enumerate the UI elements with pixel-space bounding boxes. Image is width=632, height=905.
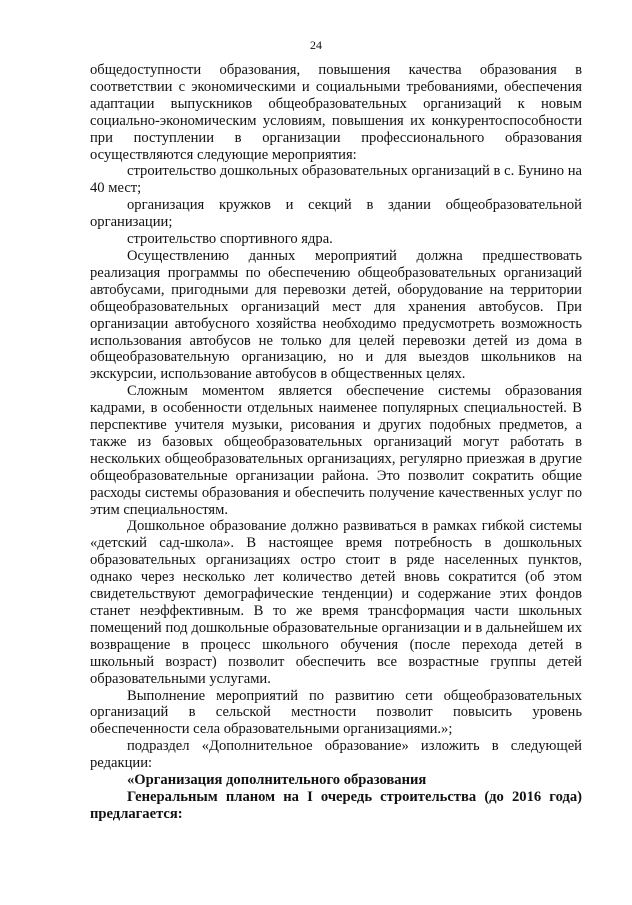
document-body [90, 62, 582, 823]
paragraph-subsection: подраздел «Дополнительное образование» изложить в следующей редакции: [90, 738, 582, 772]
paragraph-intro: общедоступности образования, повышения качества образования в соответствии с экономическими и социальными требованиями, обеспечения адаптации выпускников общеобразовательных организаций к новым социально-экономическим условиям, повышения их конкурентоспособности при поступлении в организации профессионального образования осуществляются следующие мероприятия: [90, 62, 582, 163]
paragraph-network: Выполнение мероприятий по развитию сети общеобразовательных организаций в сельской местности позволит повысить уровень обеспеченности села образовательными организациями.»; [90, 687, 582, 738]
paragraph-staffing: Сложным моментом является обеспечение системы образования кадрами, в особенности отдельных наименее популярных специальностей. В перспективе учителя музыки, рисования и других подобных предметов, а также из базовых общеобразовательных организаций могут работать в нескольких общеобразовательных организациях, регулярно приезжая в другие общеобразовательные организации района. Это позволит сократить общие расходы системы образования и обеспечить получение качественных услуг по этим специальностям. [90, 383, 582, 518]
paragraph-preschool: Дошкольное образование должно развиваться в рамках гибкой системы «детский сад-школа». В настоящее время потребность в дошкольных образовательных организациях остро стоит в ряде населенных пунктов, однако через несколько лет количество детей вновь сократится (об этом свидетельствуют демографические тенденции) и содержание этих фондов станет неэффективным. В то же время трансформация части школьных помещений под дошкольные образовательные организации и в дальнейшем их возвращение в процесс школьного обучения (после перехода детей в школьный возраст) позволит обеспечить все возрастные группы детей образовательными услугами. [90, 518, 582, 687]
list-item-sports: строительство спортивного ядра. [127, 231, 333, 248]
section-heading: «Организация дополнительного образования [127, 772, 427, 789]
paragraph-buses: Осуществлению данных мероприятий должна предшествовать реализация программы по обеспечению общеобразовательных организаций автобусами, пригодными для перевозки детей, оборудование на территории общеобразовательных организаций мест для хранения автобусов. При организации автобусного хозяйства необходимо предусмотреть возможность использования автобусов не только для целей перевозки детей из дома в общеобразовательную организацию, но и для выездов школьников на экскурсии, использование автобусов в общественных целях. [90, 247, 582, 383]
list-item-kindergarten: строительство дошкольных образовательных организаций в с. Бунино на 40 мест; [90, 163, 582, 197]
page-number: 24 [310, 38, 322, 52]
list-item-clubs: организация кружков и секций в здании общеобразовательной организации; [90, 197, 582, 231]
section-subheading: Генеральным планом на I очередь строительства (до 2016 года) предлагается: [90, 788, 582, 822]
